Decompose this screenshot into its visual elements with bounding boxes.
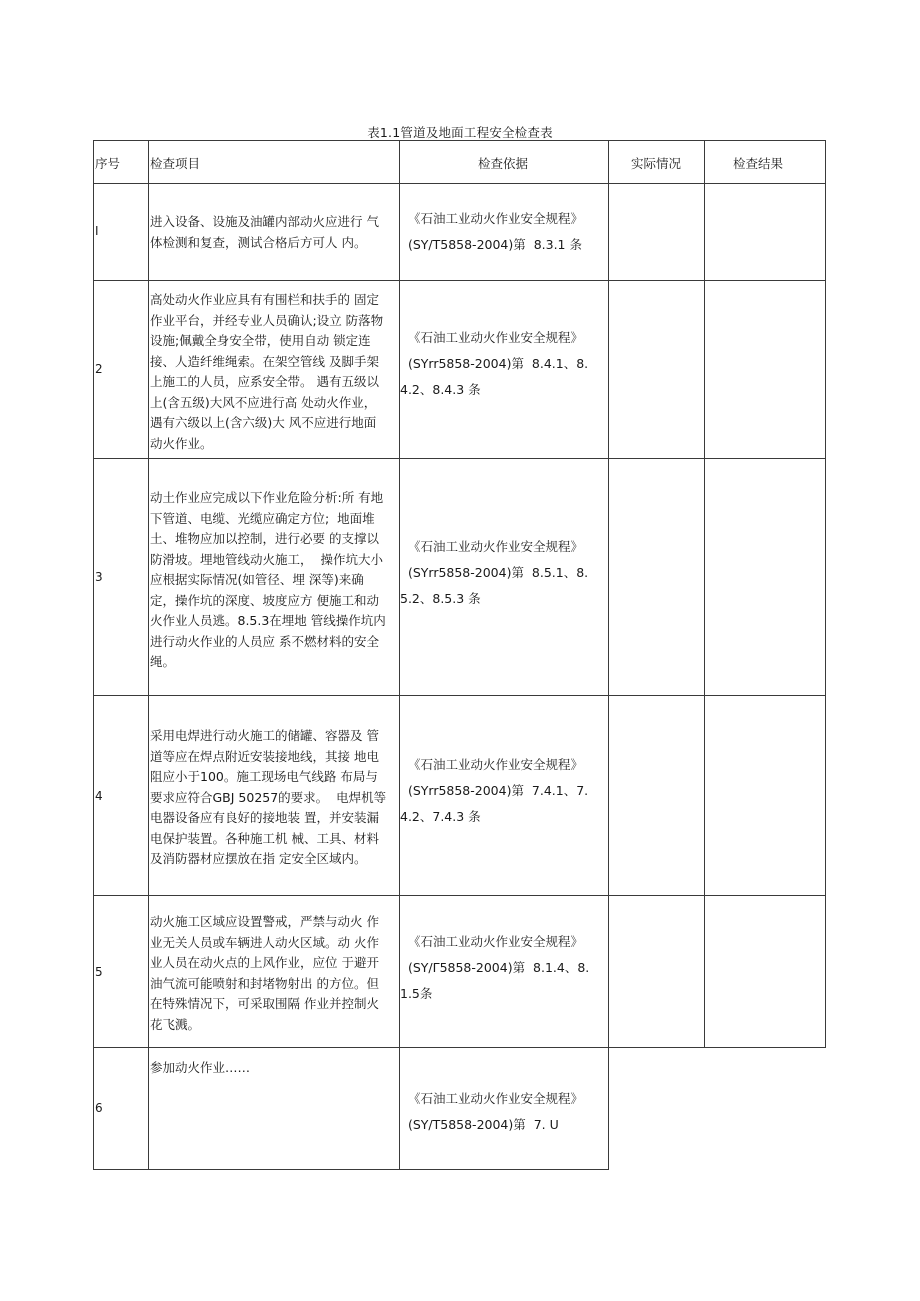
check-item: 采用电焊进行动火施工的储罐、容器及 管 道等应在焊点附近安装接地线，其接 地电 阻应小于100。施工现场电气线路 布局与 要求应符合GBJ 50257的要求。 电焊机等 电器设备应有良好的接地装 置，并安装漏 电保护装置。各种施工机 械、工具、材料 及消防器材应摆放在指 定安全区域内。 [150,728,387,866]
check-item: 动土作业应完成以下作业危险分析:所 有地 下管道、电缆、光缆应确定方位; 地面堆 土、堆物应加以控制，进行必要 的支撑以 防滑坡。埋地管线动火施工， 操作坑大小 应根据实际情况(如管径、埋 深等)来确 定，操作坑的深度、坡度应方 便施工和动 火作业人员逃。8.5.3在埋地 管线操作坑内 进行动火作业的人员应 系不燃材料的安全 绳。 [150,490,386,669]
check-item: 高处动火作业应具有有围栏和扶手的 固定 作业平台，并经专业人员确认;设立 防落物 设施;佩戴全身安全带，使用自动 锁定连 接、人造纤维绳索。在架空管线 及脚手架 上施工的人员，应系安全带。 遇有五级以 上(含五级)大风不应进行高 处动火作业， 遇有六级以上(含六级)大 风不应进行地面 动火作业。 [150,292,384,451]
row-number: 2 [95,362,103,376]
header-item: 检查项目 [150,156,201,171]
row-number: 4 [95,789,103,803]
grid-line [93,895,826,896]
check-basis: 《石油工业动火作业安全规程》 (SYrr5858-2004)第 8.5.1、8. 5.2、8.5.3 条 [400,539,589,606]
grid-line [608,140,609,1170]
grid-line [93,458,826,459]
grid-line [148,140,149,1170]
grid-line [825,140,826,1047]
header-actual: 实际情况 [631,156,682,171]
header-result: 检查结果 [733,156,784,171]
grid-line [399,140,400,1170]
header-basis: 检查依据 [478,156,529,171]
grid-line [93,1169,609,1170]
check-basis: 《石油工业动火作业安全规程》 (SY/T5858-2004)第 7. U [407,1091,583,1132]
check-basis: 《石油工业动火作业安全规程》 (SYrr5858-2004)第 8.4.1、8. 4.2、8.4.3 条 [400,330,589,397]
row-number: 5 [95,965,103,979]
grid-line [93,183,826,184]
check-basis: 《石油工业动火作业安全规程》 (SYrr5858-2004)第 7.4.1、7. 4.2、7.4.3 条 [400,757,589,824]
grid-line [93,1047,826,1048]
check-basis: 《石油工业动火作业安全规程》 (SY/T5858-2004)第 8.3.1 条 [407,211,583,252]
check-item: 进入设备、设施及油罐内部动火应进行 气 体检测和复查，测试合格后方可人 内。 [150,214,379,250]
grid-line [93,140,826,141]
header-seq: 序号 [95,156,121,171]
grid-line [93,280,826,281]
row-number: I [95,224,99,238]
table-caption: 表1.1管道及地面工程安全检查表 [367,125,553,140]
check-item: 动火施工区域应设置警戒，严禁与动火 作 业无关人员或车辆进人动火区域。动 火作 业人员在动火点的上风作业，应位 于避开 油气流可能喷射和封堵物射出 的方位。但 在特殊情况下，可采取围隔 作业并控制火 花飞溅。 [150,914,379,1032]
grid-line [704,140,705,1047]
check-item: 参加动火作业…… [150,1060,251,1075]
check-basis: 《石油工业动火作业安全规程》 (SY/Γ5858-2004)第 8.1.4、8. 1.5条 [400,934,590,1001]
grid-line [93,695,826,696]
grid-line [93,140,94,1170]
row-number: 3 [95,570,103,584]
row-number: 6 [95,1101,103,1115]
